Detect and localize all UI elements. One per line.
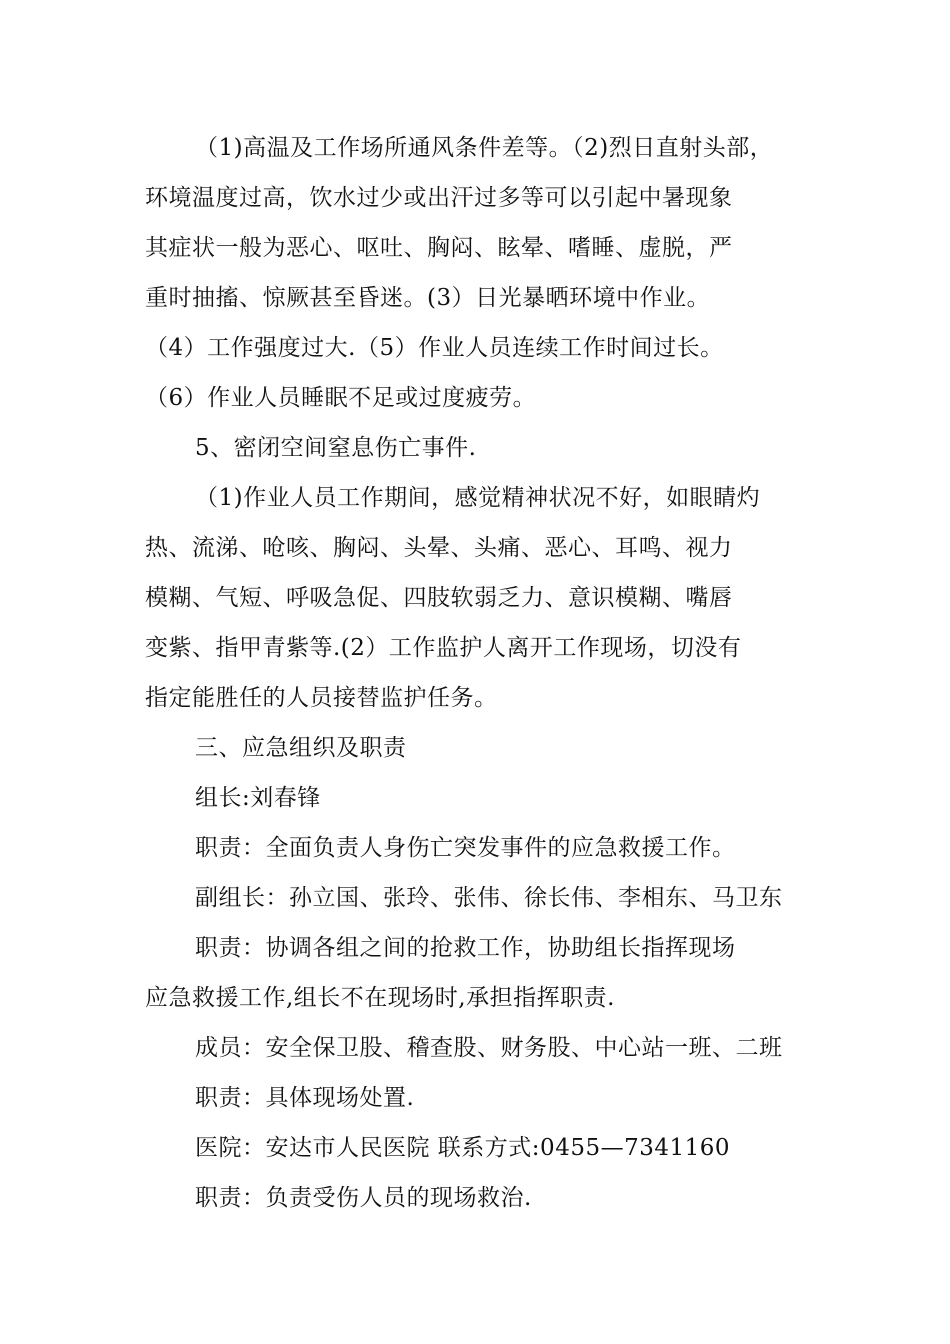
section-heading-5: 5、密闭空间窒息伤亡事件. — [195, 435, 477, 461]
paragraph-line-8: （1)作业人员工作期间，感觉精神状况不好，如眼睛灼 — [195, 485, 761, 511]
paragraph-line-3: 其症状一般为恶心、呕吐、胸闷、眩晕、嗜睡、虚脱，严 — [145, 235, 733, 261]
paragraph-line-1: （1)高温及工作场所通风条件差等。（2)烈日直射头部， — [195, 135, 774, 161]
section-heading-3: 三、应急组织及职责 — [195, 735, 407, 761]
hospital-line: 医院：安达市人民医院 联系方式:0455—7341160 — [195, 1135, 731, 1161]
hospital-duty-line: 职责：负责受伤人员的现场救治. — [195, 1185, 532, 1211]
leader-line: 组长:刘春锋 — [195, 785, 321, 811]
deputy-duty-line-1: 职责：协调各组之间的抢救工作，协助组长指挥现场 — [195, 935, 736, 961]
deputy-duty-line-2: 应急救援工作,组长不在现场时,承担指挥职责. — [145, 985, 615, 1011]
paragraph-line-12: 指定能胜任的人员接替监护任务。 — [145, 685, 498, 711]
paragraph-line-6: （6）作业人员睡眠不足或过度疲劳。 — [145, 385, 537, 411]
deputy-leader-line: 副组长：孙立国、张玲、张伟、徐长伟、李相东、马卫东 — [195, 885, 783, 911]
paragraph-line-2: 环境温度过高，饮水过少或出汗过多等可以引起中暑现象 — [145, 185, 733, 211]
paragraph-line-5: （4）工作强度过大.（5）作业人员连续工作时间过长。 — [145, 335, 724, 361]
paragraph-line-10: 模糊、气短、呼吸急促、四肢软弱乏力、意识模糊、嘴唇 — [145, 585, 733, 611]
paragraph-line-4: 重时抽搐、惊厥甚至昏迷。(3）日光暴晒环境中作业。 — [145, 285, 711, 311]
members-line: 成员：安全保卫股、稽查股、财务股、中心站一班、二班 — [195, 1035, 783, 1061]
members-duty-line: 职责：具体现场处置. — [195, 1085, 415, 1111]
paragraph-line-11: 变紫、指甲青紫等.(2）工作监护人离开工作现场，切没有 — [145, 635, 742, 661]
leader-duty-line: 职责：全面负责人身伤亡突发事件的应急救援工作。 — [195, 835, 736, 861]
paragraph-line-9: 热、流涕、呛咳、胸闷、头晕、头痛、恶心、耳鸣、视力 — [145, 535, 733, 561]
